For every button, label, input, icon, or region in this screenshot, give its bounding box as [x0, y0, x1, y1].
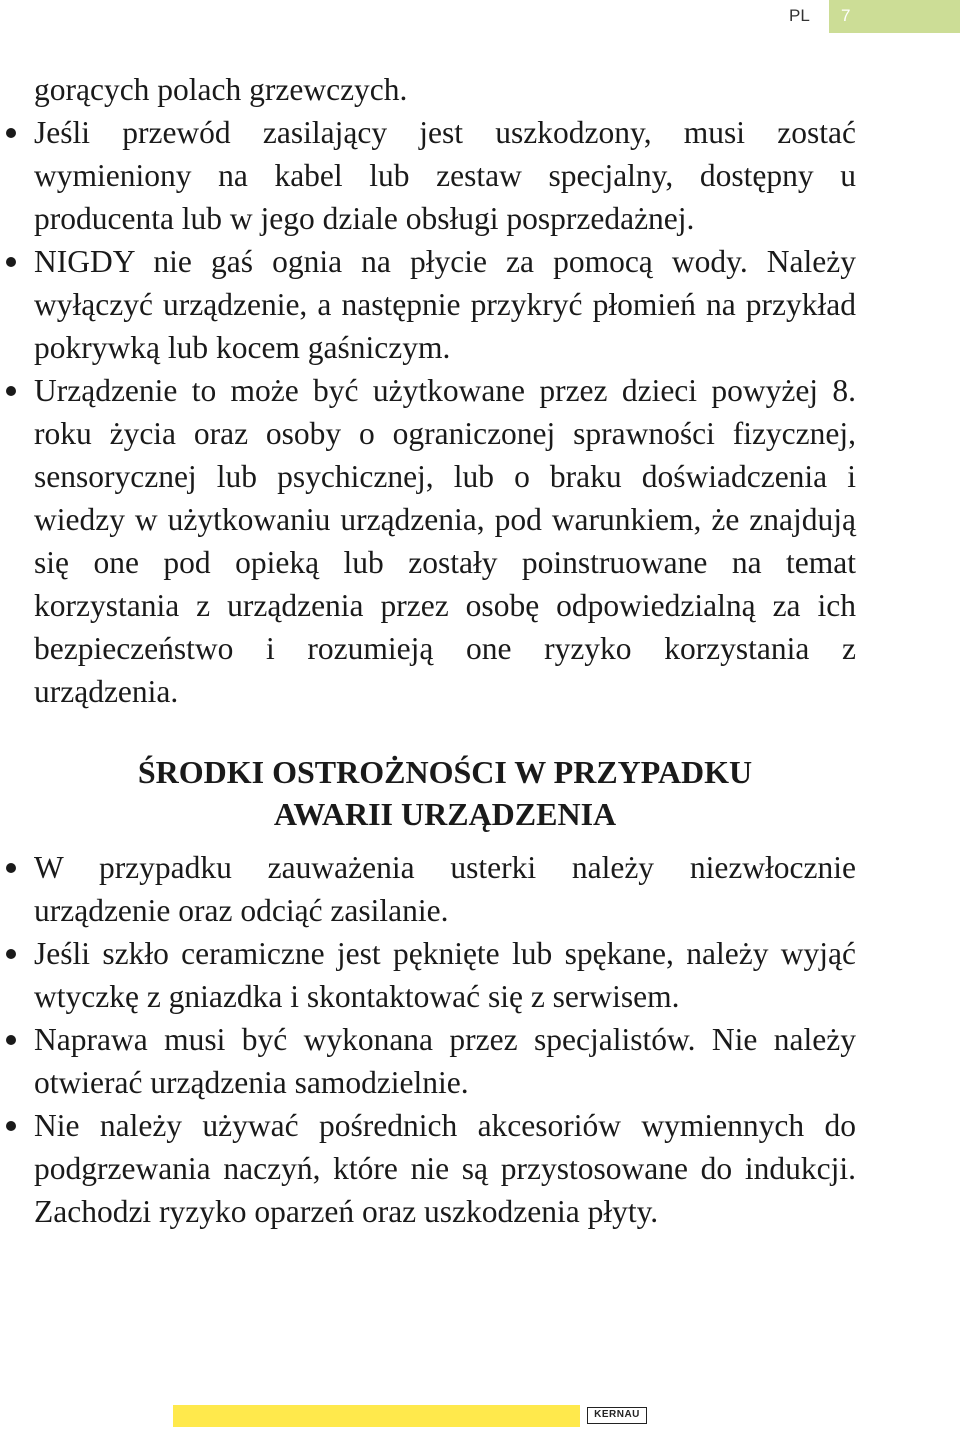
footer-bar: [173, 1405, 580, 1427]
list-item: Urządzenie to może być użytkowane przez dzieci powyżej 8. roku życia oraz osoby o ograniczonej sprawności fizycznej, sensorycznej lub psychicznej, lub o braku doświadczenia i wiedzy w użytkowaniu urządzenia, pod warunkiem, że znajdują się one pod opieką lub zostały poinstruowane na temat korzystania z urządzenia przez osobę odpowiedzialną za ich bezpieczeństwo i rozumieją one ryzyko korzystania z urządzenia.: [34, 369, 856, 713]
brand-logo: KERNAU: [587, 1407, 647, 1424]
bullet-icon: [6, 386, 16, 396]
list-item: Jeśli przewód zasilający jest uszkodzony, musi zostać wymieniony na kabel lub zestaw specjalny, dostępny u producenta lub w jego dziale obsługi posprzedażnej.: [34, 111, 856, 240]
bullet-icon: [6, 1121, 16, 1131]
intro-text: gorących polach grzewczych.: [34, 72, 408, 107]
list-item: Jeśli szkło ceramiczne jest pęknięte lub spękane, należy wyjąć wtyczkę z gniazdka i skontaktować się z serwisem.: [34, 932, 856, 1018]
bullet-icon: [6, 257, 16, 267]
page-number-box: [829, 0, 960, 33]
failure-precautions-list: [34, 846, 856, 1233]
list-item: NIGDY nie gaś ognia na płycie za pomocą wody. Należy wyłączyć urządzenie, a następnie przykryć płomień na przykład pokrywką lub kocem gaśniczym.: [34, 240, 856, 369]
page-content: [34, 68, 856, 1233]
list-item: Naprawa musi być wykonana przez specjalistów. Nie należy otwierać urządzenia samodzielnie.: [34, 1018, 856, 1104]
safety-list: [34, 111, 856, 713]
language-code: PL: [789, 6, 810, 25]
list-item: W przypadku zauważenia usterki należy niezwłocznie urządzenie oraz odciąć zasilanie.: [34, 846, 856, 932]
list-item: Nie należy używać pośrednich akcesoriów wymiennych do podgrzewania naczyń, które nie są przystosowane do indukcji. Zachodzi ryzyko oparzeń oraz uszkodzenia płyty.: [34, 1104, 856, 1233]
bullet-icon: [6, 863, 16, 873]
bullet-icon: [6, 1035, 16, 1045]
bullet-icon: [6, 128, 16, 138]
bullet-icon: [6, 949, 16, 959]
section-title: ŚRODKI OSTROŻNOŚCI W PRZYPADKU AWARII URZĄDZENIA: [137, 754, 753, 832]
page-number: 7: [841, 6, 851, 25]
